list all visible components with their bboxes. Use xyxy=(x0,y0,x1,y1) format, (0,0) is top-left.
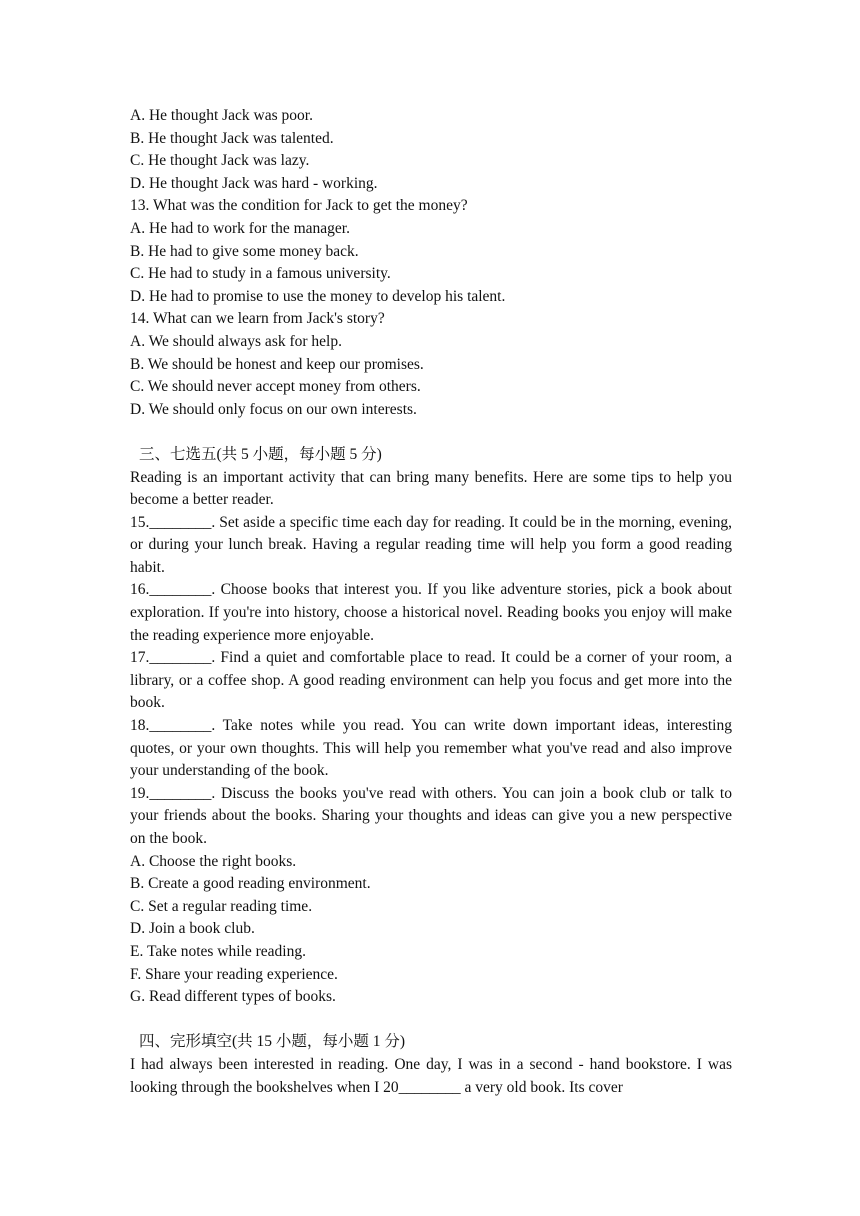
q12-options xyxy=(130,105,732,195)
q12-option-b: B. He thought Jack was talented. xyxy=(130,129,334,147)
q12-option-a: A. He thought Jack was poor. xyxy=(130,107,313,124)
q14-option-d: D. We should only focus on our own interests. xyxy=(130,400,417,418)
section-3 xyxy=(130,444,732,1009)
q12-option-c: C. He thought Jack was lazy. xyxy=(130,152,310,170)
section-3-option-b: B. Create a good reading environment. xyxy=(130,875,371,893)
section-4-heading: 四、完形填空(共 15 小题，每小题 1 分) xyxy=(139,1033,406,1051)
section-3-option-d: D. Join a book club. xyxy=(130,920,255,938)
q13-option-b: B. He had to give some money back. xyxy=(130,242,359,260)
q12-option-d: D. He thought Jack was hard - working. xyxy=(130,174,378,192)
section-3-option-f: F. Share your reading experience. xyxy=(130,965,338,983)
q14-question: 14. What can we learn from Jack's story? xyxy=(130,310,385,328)
q13-question: 13. What was the condition for Jack to get the money? xyxy=(130,197,468,215)
q14-option-b: B. We should be honest and keep our promises. xyxy=(130,355,424,373)
blank-17-paragraph: 17.________. Find a quiet and comfortable place to read. It could be a corner of your room, a library, or a coffee shop. A good reading environment can help you focus and get more into the book. xyxy=(130,649,732,712)
blank-16-paragraph: 16.________. Choose books that interest you. If you like adventure stories, pick a book about exploration. If you're into history, choose a historical novel. Reading books you enjoy will make the reading experience more enjoyable. xyxy=(130,581,732,644)
q13-option-d: D. He had to promise to use the money to develop his talent. xyxy=(130,287,506,305)
blank-18-paragraph: 18.________. Take notes while you read. You can write down important ideas, interesting quotes, or your own thoughts. This will help you remember what you've read and also improve your understanding of the book. xyxy=(130,717,732,780)
q13-option-a: A. He had to work for the manager. xyxy=(130,219,350,237)
section-3-intro: Reading is an important activity that can bring many benefits. Here are some tips to help you become a better reader. xyxy=(130,468,732,509)
blank-15-paragraph: 15.________. Set aside a specific time each day for reading. It could be in the morning, evening, or during your lunch break. Having a regular reading time will help you form a good reading habit. xyxy=(130,513,732,576)
q14-option-a: A. We should always ask for help. xyxy=(130,332,342,350)
blank-19-paragraph: 19.________. Discuss the books you've read with others. You can join a book club or talk to your friends about the books. Sharing your thoughts and ideas can give you a new perspective on the book. xyxy=(130,784,732,847)
q13-option-c: C. He had to study in a famous university. xyxy=(130,265,391,283)
section-3-option-c: C. Set a regular reading time. xyxy=(130,897,313,915)
section-3-option-g: G. Read different types of books. xyxy=(130,988,336,1006)
section-3-option-e: E. Take notes while reading. xyxy=(130,942,306,960)
section-3-heading: 三、七选五(共 5 小题，每小题 5 分) xyxy=(139,445,382,463)
cloze-passage: I had always been interested in reading. One day, I was in a second - hand bookstore. I was looking through the bookshelves when I 20________ a very old book. Its cover xyxy=(130,1055,732,1096)
section-3-option-a: A. Choose the right books. xyxy=(130,852,297,870)
section-4 xyxy=(130,1031,732,1099)
q14-option-c: C. We should never accept money from others. xyxy=(130,378,421,396)
question-14 xyxy=(130,308,732,421)
question-13 xyxy=(130,195,732,308)
